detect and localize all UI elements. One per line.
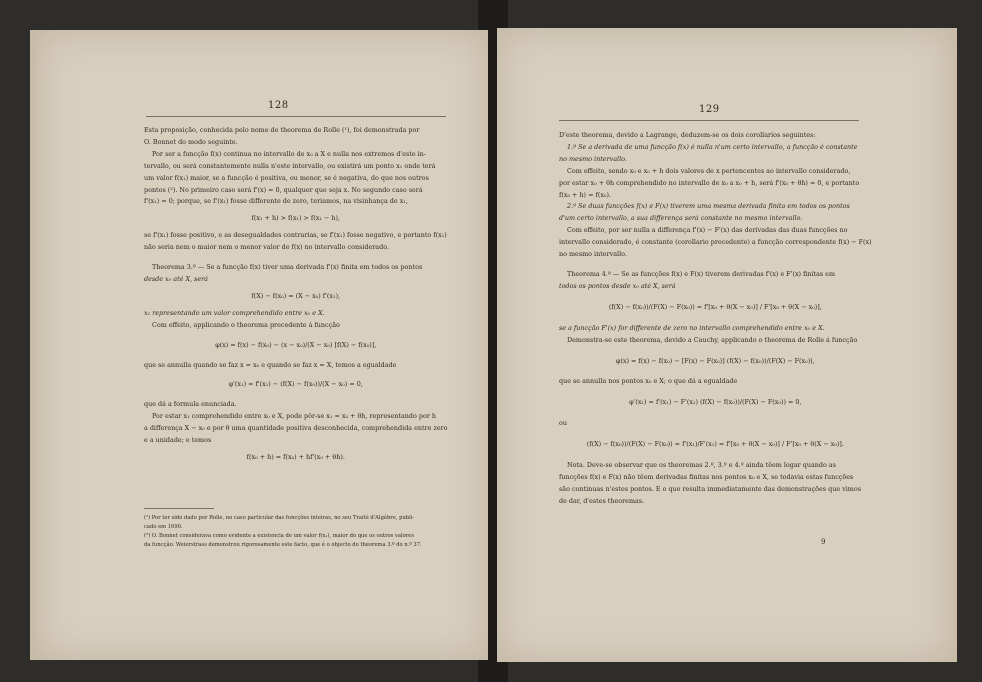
signature-mark: 9: [821, 538, 826, 546]
page-number: 128: [268, 100, 289, 111]
text-line: 1.º Se a derivada de uma funcção f(x) é nulla n'um certo intervallo, a funcção é constante: [567, 142, 858, 151]
text-line: 2.º Se duas funcções f(x) e F(x) tiverem uma mesma derivada finita em todos os pontos: [567, 202, 850, 211]
text-line: por estar x₀ + θh comprehendido no intervallo de x₀ a x₀ + h, será f'(x₀ + θh) = 0, e portanto: [559, 178, 860, 187]
text-line: que dá a formula enunciada.: [144, 400, 237, 409]
text-line: Com effeito, sendo x₀ e x₀ + h dois valores de x pertencentes ao intervallo considerado,: [567, 166, 851, 175]
footnote-line: (²) O. Bonnet considerava como evidente a existencia de um valor f(x₁), maior do que os outros valores: [144, 533, 415, 539]
text-line: D'este theorema, devido a Lagrange, deduzem-se os dois corollarios seguintes:: [559, 131, 816, 139]
text-line: não seria nem o maior nem o menor valor de f(x) no intervallo considerado.: [144, 243, 389, 252]
text-line: a differença X − x₀ e por θ uma quantidade positiva desconhecida, comprehendida entre zero: [144, 424, 448, 433]
theorem-heading: Theorema 3.º — Se a funcção f(x) tiver uma derivada f'(x) finita em todos os pontos: [152, 263, 423, 272]
left-body-text: [144, 125, 448, 469]
text-line: Com effeito, applicando o theorema precedente á funcção: [152, 320, 340, 329]
text-line: e a unidade; e temos: [144, 436, 212, 445]
text-line: Demonstra-se este theorema, devido a Cauchy, applicando o theorema de Rolle á funcção: [567, 335, 858, 344]
text-line: f(x₀ + h) = f(x₀).: [559, 190, 612, 199]
note-line: são continuas n'estes pontos. E o que resulta immediatamente das demonstrações que vimos: [559, 484, 861, 493]
text-line: O. Bonnet do modo seguinte.: [144, 137, 238, 146]
footnote-line: cado em 1690.: [144, 524, 183, 530]
page-number: 129: [699, 104, 720, 115]
footnote-rule: [144, 508, 214, 509]
header-rule: [559, 120, 859, 121]
left-page: [30, 30, 488, 660]
text-line: tervallo, ou será constantemente nulla n'este intervallo, ou existirá um ponto x₁ onde terá: [144, 161, 436, 170]
formula: (f(X) − f(x₀))/(F(X) − F(x₀)) = f'(x₁)/F'(x₁) = f'[x₀ + θ(X − x₀)] / F'[x₀ + θ(X − x₀)].: [586, 440, 844, 449]
text-line: f'(x₁) = 0; porque, se f'(x₁) fosse differente de zero, teriamos, na visinhança de x₁,: [144, 197, 408, 206]
text-line: Com effeito, por ser nulla a differença f'(x) − F'(x) das derivadas das duas funcções no: [567, 226, 848, 235]
text-line: que se annulla quando se faz x = x₀ e quando se faz x = X, temos a egualdade: [144, 360, 397, 369]
footnote-line: (¹) Por ter sido dado por Rolle, no caso particular das funcções inteiras, no seu Traité d'Algèbre, publi-: [144, 515, 415, 521]
text-line: Por estar x₁ comprehendido entre x₀ e X, pode pôr-se x₁ = x₀ + θh, representando por h: [152, 412, 437, 421]
text-line: todos os pontos desde x₀ até X, será: [559, 281, 676, 290]
text-line: d'um certo intervallo, a sua differença será constante no mesmo intervallo.: [559, 214, 803, 223]
text-line: ou: [559, 419, 567, 428]
footnote-line: da funcção. Weierstrass demonstrou rigorosamente este facto, que é o objecto do theorema 3.º do n.º 37.: [144, 542, 422, 548]
header-rule: [146, 116, 446, 117]
text-line: Esta proposição, conhecida pelo nome de theorema de Rolle (¹), foi demonstrada por: [144, 126, 420, 134]
text-line: que se annulla nos pontos x₀ e X; o que dá a egualdade: [559, 377, 738, 386]
note-line: funcções f(x) e F(x) não têem derivadas finitas nos pontos x₀ e X, se todavia estas funcções: [559, 472, 854, 481]
formula: f(X) − f(x₀) = (X − x₀) f'(x₁),: [251, 291, 341, 300]
text-line: desde x₀ até X, será: [144, 274, 208, 283]
formula: φ(x) = f(x) − f(x₀) − (x − x₀)/(X − x₀) [f(X) − f(x₀)],: [215, 340, 377, 349]
text-line: pontos (²). No primeiro caso será f'(x) = 0, qualquer que seja x. No segundo caso será: [144, 185, 423, 194]
formula: φ'(x₁) = f'(x₁) − F'(x₁) (f(X) − f(x₀))/(F(X) − F(x₀)) = 0,: [629, 398, 802, 407]
text-line: se a funcção F'(x) for differente de zero no intervallo comprehendido entre x₀ e X.: [559, 323, 825, 332]
formula: (f(X) − f(x₀))/(F(X) − F(x₀)) = f'[x₀ + θ(X − x₀)] / F'[x₀ + θ(X − x₀)],: [608, 302, 822, 311]
formula: f(x₀ + h) = f(x₀) + hf'(x₀ + θh).: [246, 452, 345, 461]
text-line: intervallo considerado, é constante (corollario precedente) a funcção correspondente f(x) − F(x): [559, 238, 872, 247]
formula: φ(x) = f(x) − f(x₀) − [F(x) − F(x₀)] (f(X) − f(x₀))/(F(X) − F(x₀)),: [615, 356, 815, 365]
text-line: se f'(x₁) fosse positivo, e as desegualdades contrarias, se f'(x₁) fosse negativo, e portanto f(x₁): [144, 231, 447, 240]
right-body-text: [559, 130, 872, 508]
formula: f(x₁ + h) > f(x₁) > f(x₁ − h),: [251, 214, 340, 223]
note-line: Nota. Deve-se observar que os theoremas 2.º, 3.º e 4.º ainda têem logar quando as: [567, 461, 836, 470]
note-line: de dar, d'estes theoremas.: [559, 496, 645, 505]
text-line: Por ser a funcção f(x) continua no intervallo de x₀ a X e nulla nos extremos d'este in-: [152, 149, 426, 158]
text-line: no mesmo intervallo.: [559, 154, 627, 163]
right-page: [497, 28, 957, 662]
text-line: um valor f(x₁) maior, se a funcção é positiva, ou menor, se é negativa, do que nos outros: [144, 173, 429, 182]
theorem-heading: Theorema 4.º — Se as funcções f(x) e F(x) tiverem derivadas f'(x) e F'(x) finitas em: [567, 269, 836, 278]
text-line: no mesmo intervallo.: [559, 250, 627, 259]
text-line: x₁ representando um valor comprehendido entre x₀ e X.: [144, 308, 325, 317]
footnotes: [144, 514, 422, 550]
formula: φ'(x₁) = f'(x₁) − (f(X) − f(x₀))/(X − x₀) = 0,: [228, 380, 363, 389]
